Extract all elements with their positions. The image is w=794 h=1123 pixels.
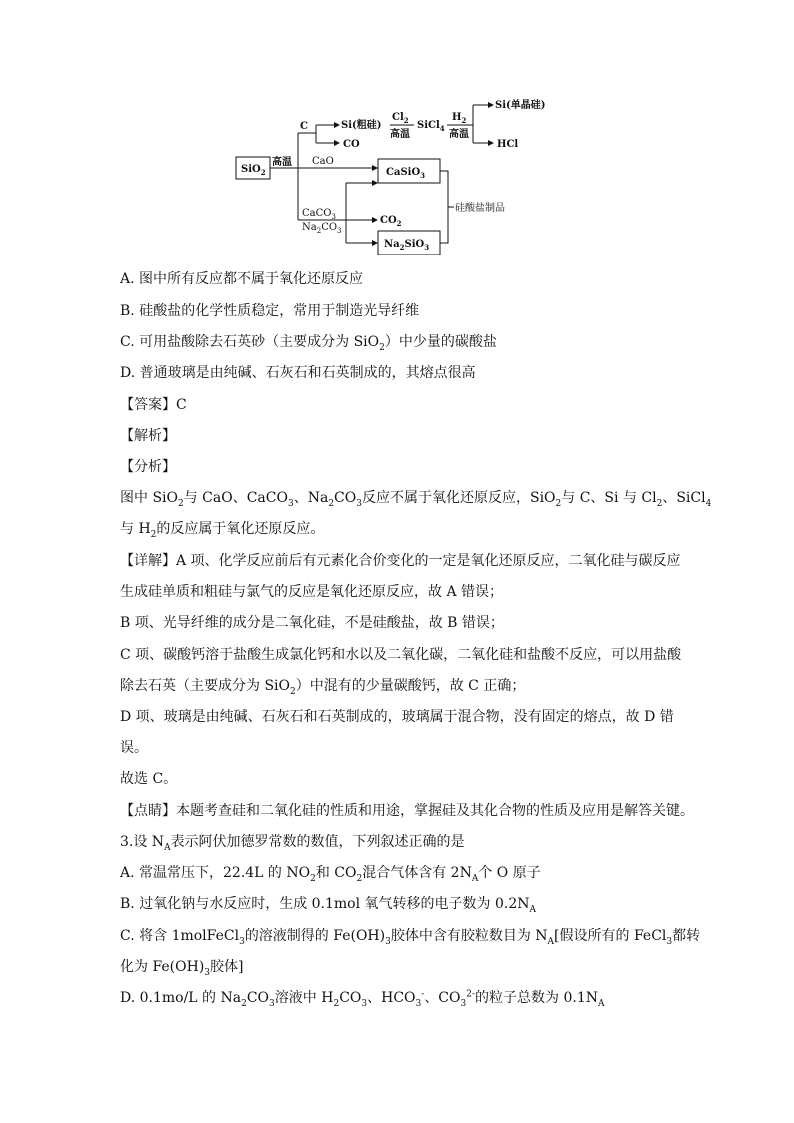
h2-label: $H_2$	[452, 112, 467, 125]
co-label: CO	[343, 139, 360, 150]
q3-option-b: B. 过氧化钠与水反应时，生成 0.1mol 氧气转移的电子数为 $0.2N_A$	[120, 896, 536, 915]
q2-detail-line-3: B 项、光导纤维的成分是二氧化硅，不是硅酸盐，故 B 错误；	[120, 615, 504, 631]
q2-analysis-line-1: 图中 SiO$_2$与 CaO、CaCO$_3$、$Na_2CO_3$反应不属于氧化还原反应，SiO$_2$与 C、Si 与 $Cl_2$、SiCl$_4$	[120, 490, 712, 509]
caco3-label: CaCO$_3$	[302, 208, 336, 221]
q2-analysis-line-2: 与 $H_2$的反应属于氧化还原反应。	[120, 521, 325, 540]
q2-option-b: B. 硅酸盐的化学性质稳定，常用于制造光导纤维	[120, 303, 420, 319]
sicl4-label: SiCl$_4$	[417, 120, 445, 133]
silicate-products-label: 硅酸盐制品	[455, 203, 505, 214]
cao-label: CaO	[312, 156, 334, 167]
gaowen-label-3: 高温	[449, 129, 469, 140]
q2-detail-line-5: 除去石英（主要成分为 SiO$_2$）中混有的少量碳酸钙，故 C 正确；	[120, 678, 526, 697]
co2-label: $CO_2$	[380, 215, 402, 228]
q2-detail-line-1: 【详解】A 项、化学反应前后有元素化合价变化的一定是氧化还原反应，二氧化硅与碳反应	[120, 553, 681, 569]
c-label: C	[300, 121, 308, 132]
q2-detail-line-7: 误。	[120, 740, 148, 756]
q2-choose: 故选 C。	[120, 771, 178, 787]
gaowen-label-2: 高温	[390, 129, 410, 140]
na2sio3-label: $Na_2SiO_3$	[384, 239, 430, 252]
q2-jiexi-heading: 【解析】	[120, 428, 176, 444]
q2-option-d: D. 普通玻璃是由纯碱、石灰石和石英制成的，其熔点很高	[120, 365, 476, 381]
q2-detail-line-2: 生成硅单质和粗硅与氯气的反应是氧化还原反应，故 A 错误；	[120, 584, 504, 600]
cl2-label: $Cl_2$	[392, 112, 409, 125]
hcl-label: HCl	[497, 139, 519, 150]
si-crude-label: Si(粗硅)	[341, 120, 382, 131]
q2-detail-line-4: C 项、碳酸钙溶于盐酸生成氯化钙和水以及二氧化碳，二氧化硅和盐酸不反应，可以用盐酸	[120, 647, 682, 663]
gaowen-label-1: 高温	[272, 157, 292, 168]
q3-option-a: A. 常温常压下，22.4L 的 $NO_2$和 $CO_2$混合气体含有 $2N_A$个 O 原子	[120, 865, 541, 884]
q3-option-c-cont: 化为 $Fe(OH)_3$胶体]	[120, 959, 244, 978]
q2-option-c: C. 可用盐酸除去石英砂（主要成分为 SiO$_2$）中少量的碳酸盐	[120, 334, 497, 353]
silicon-flow-diagram	[230, 95, 570, 255]
sio2-label: SiO$_2$	[241, 164, 266, 177]
q2-detail-line-6: D 项、玻璃是由纯碱、石灰石和石英制成的，玻璃属于混合物，没有固定的熔点，故 D 错	[120, 709, 674, 725]
q2-option-a: A. 图中所有反应都不属于氧化还原反应	[120, 271, 364, 287]
q3-stem: 3.设 $N_A$表示阿伏加德罗常数的数值，下列叙述正确的是	[120, 834, 465, 853]
q3-option-c: C. 将含 1molFeCl$_3$的溶液制得的 $Fe(OH)_3$胶体中含有胶粒数目为 $N_A$[假设所有的 FeCl$_3$都转	[120, 928, 701, 947]
casio3-label: CaSiO$_3$	[386, 167, 426, 180]
q2-dianjing: 【点睛】本题考查硅和二氧化硅的性质和用途，掌握硅及其化合物的性质及应用是解答关键。	[120, 803, 694, 819]
na2co3-label: $Na_2CO_3$	[302, 222, 342, 235]
q2-fenxi-heading: 【分析】	[120, 459, 176, 475]
q3-option-d: D. 0.1mo/L 的 $Na_2CO_3$溶液中 $H_2CO_3$、$HCO_3^-$、$CO_3^{2-}$的粒子总数为 $0.1N_A$	[120, 989, 605, 1009]
q2-answer: 【答案】C	[120, 397, 187, 413]
si-single-label: Si(单晶硅)	[495, 100, 546, 111]
